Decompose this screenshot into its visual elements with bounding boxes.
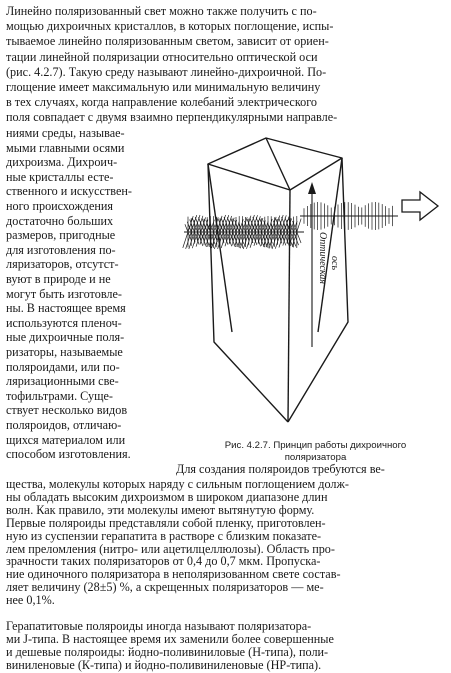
text-line: лем преломления (нитро- или ацетилцеллюлозы). Область про- <box>6 541 335 556</box>
text-line: размеров, пригодные <box>6 228 116 243</box>
figure-caption <box>180 440 451 464</box>
crystal-edge <box>288 158 348 422</box>
text-line: Герапатитовые поляроиды иногда называют поляризатора- <box>6 618 312 633</box>
text-line: достаточно больших <box>6 213 114 228</box>
text-line: ниями среды, называе- <box>6 126 125 140</box>
text-line: ные дихроичные поля- <box>6 330 125 345</box>
crystal-edge <box>208 164 288 422</box>
text-line: дихроизма. Дихроич- <box>6 155 118 170</box>
text-line: поляроидов, отличаю- <box>6 418 122 432</box>
text-line: Для создания поляроидов требуются ве- <box>176 462 385 476</box>
text-line: ного происхождения <box>6 199 114 213</box>
text-line: мыми главными осями <box>6 140 125 155</box>
optic-axis-label-2: ось <box>329 256 340 270</box>
text-line: нее 0,1%. <box>6 593 55 608</box>
text-line: (рис. 4.2.7). Такую среду называют линейно-дихроичной. По- <box>6 64 327 79</box>
text-line: и дешевые поляроиды: йодно-поливиниловые (Н-типа), поли- <box>6 644 329 659</box>
text-line: виниленовые (К-типа) и йодно-поливиниленовые (НР-типа). <box>6 657 322 672</box>
text-line: волн. Как правило, эти молекулы имеют вытянутую форму. <box>6 502 315 517</box>
text-line: способом изготовления. <box>6 447 131 462</box>
text-line: зрачности таких поляризаторов от 0,4 до 0,7 мкм. Пропуска- <box>6 554 321 569</box>
text-line: для изготовления по- <box>6 242 116 257</box>
text-line: могут быть изготовле- <box>6 286 122 301</box>
text-line: ляризационными све- <box>6 374 119 389</box>
text-line: ны. В настоящее время <box>6 301 126 316</box>
text-line: тации линейной поляризации относительно оптической оси <box>6 49 318 64</box>
figure-dichroic-polarizer <box>180 132 448 440</box>
text-line: поля совпадает с двумя взаимно перпендикулярными направле- <box>6 110 338 125</box>
text-line: ляет величину (28±5) %, а скрещенных поляризаторов — ме- <box>6 580 324 595</box>
text-line: используются пленоч- <box>6 315 122 330</box>
polarized-wave-group <box>300 202 398 230</box>
text-line: ственного и искусствен- <box>6 184 132 199</box>
optic-axis-label: Оптическая <box>317 232 328 285</box>
caption-line-1: Рис. 4.2.7. Принцип работы дихроичного <box>224 440 407 451</box>
caption-line-2: поляризатора <box>284 452 347 463</box>
text-line: ные кристаллы есте- <box>6 169 114 184</box>
text-line: щихся материалом или <box>6 432 126 447</box>
crystal-cap-face <box>208 138 342 190</box>
text-line: вуют в природе и не <box>6 272 111 286</box>
text-line: ние одиночного поляризатора в неполяризованном свете состав- <box>6 567 341 582</box>
text-line: в тех случаях, когда направление колебаний электрического <box>6 95 317 110</box>
text-line: тофильтрами. Суще- <box>6 388 113 403</box>
optic-axis-arrowhead <box>308 182 316 194</box>
propagation-arrow <box>402 192 438 220</box>
text-line: Первые поляроиды представляли собой пленку, приготовлен- <box>6 515 326 530</box>
text-line: поляроидами, или по- <box>6 359 120 374</box>
text-line: ны обладать высоким дихроизмом в широком диапазоне длин <box>6 489 328 504</box>
text-line: ствует несколько видов <box>6 403 128 418</box>
text-line: мощью дихроичных кристаллов, в которых поглощение, испы- <box>6 19 334 34</box>
text-line: ную из суспензии герапатита в растворе с близким показате- <box>6 528 322 543</box>
text-line: щества, молекулы которых наряду с сильным поглощением долж- <box>6 477 349 491</box>
text-line: ризаторы, называемые <box>6 345 123 359</box>
text-line: глощение имеет максимальную или минимальную величину <box>6 80 321 94</box>
unpolarized-wave-group <box>183 215 304 249</box>
text-line: тываемое линейно поляризованным светом, зависит от ориен- <box>6 34 329 49</box>
text-line: ляризаторов, отсутст- <box>6 257 119 272</box>
text-line: Линейно поляризованный свет можно также получить с по- <box>6 4 317 18</box>
text-line: ми J-типа. В настоящее время их заменили более совершенные <box>6 631 334 646</box>
crystal-diagram <box>180 132 448 440</box>
